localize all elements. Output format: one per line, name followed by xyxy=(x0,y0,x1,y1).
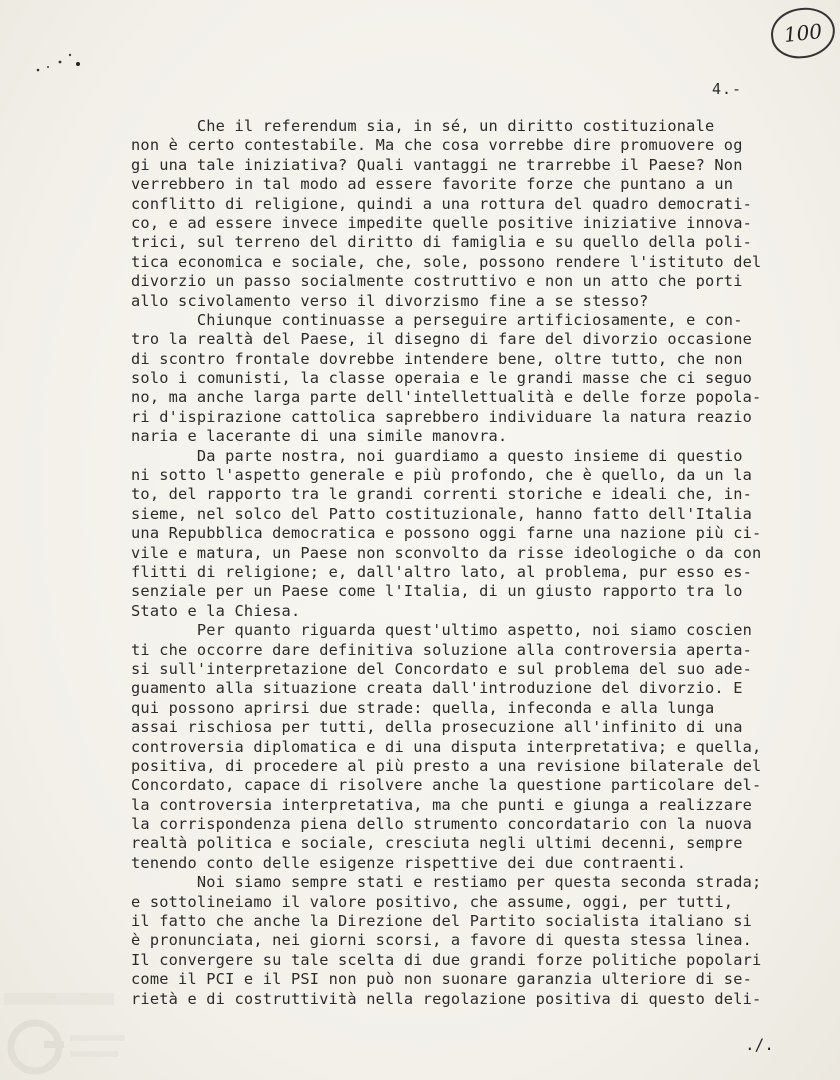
text-line: come il PCI e il PSI non può non suonare garanzia ulteriore di se- xyxy=(131,970,753,989)
text-line: solo i comunisti, la classe operaia e le grandi masse che ci seguo xyxy=(131,369,753,388)
text-line: gi una tale iniziativa? Quali vantaggi ne trarrebbe il Paese? Non xyxy=(131,155,743,174)
text-line: la controversia interpretativa, ma che punti e giunga a realizzare xyxy=(131,795,753,814)
stamp-number: 100 xyxy=(782,19,824,47)
text-line: naria e lacerante di una simile manovra. xyxy=(131,427,508,446)
text-line: allo scivolamento verso il divorzismo fine a se stesso? xyxy=(131,291,649,310)
text-line: realtà politica e sociale, cresciuta negli ultimi decenni, sempre xyxy=(131,834,743,853)
text-line: to, del rapporto tra le grandi correnti storiche e ideali che, in- xyxy=(131,485,753,504)
text-line: una Repubblica democratica e possono oggi farne una nazione più ci- xyxy=(131,524,762,543)
text-line: vile e matura, un Paese non sconvolto da risse ideologiche o da con xyxy=(131,543,762,562)
text-line: la corrispondenza piena dello strumento concordatario con la nuova xyxy=(131,815,753,834)
text-line: qui possono aprirsi due strade: quella, infeconda e alla lunga xyxy=(131,698,715,717)
typewritten-body xyxy=(131,117,821,1009)
text-line: non è certo contestabile. Ma che cosa vorrebbe dire promuovere og xyxy=(131,136,743,155)
text-line: si sull'interpretazione del Concordato e sul problema del suo ade- xyxy=(131,659,753,678)
text-line: rietà e di costruttività nella regolazione positiva di questo deli- xyxy=(131,989,762,1008)
text-line: ni sotto l'aspetto generale e più profondo, che è quello, da un la xyxy=(131,466,753,485)
text-line: Chiunque continuasse a perseguire artificiosamente, e con- xyxy=(131,310,743,329)
text-line: Per quanto riguarda quest'ultimo aspetto, noi siamo coscien xyxy=(131,621,753,640)
text-line: trici, sul terreno del diritto di famiglia e su quello della poli- xyxy=(131,233,753,252)
text-line: guamento alla situazione creata dall'introduzione del divorzio. E xyxy=(131,679,743,698)
text-line: Noi siamo sempre stati e restiamo per questa seconda strada; xyxy=(131,873,762,892)
text-line: no, ma anche larga parte dell'intellettualità e delle forze popola- xyxy=(131,388,762,407)
text-line: sieme, nel solco del Patto costituzionale, hanno fatto dell'Italia xyxy=(131,504,753,523)
text-line: tica economica e sociale, che, sole, possono rendere l'istituto del xyxy=(131,252,762,271)
text-line: divorzio un passo socialmente costruttivo e non un atto che porti xyxy=(131,272,743,291)
text-line: positiva, di procedere al più presto a una revisione bilaterale del xyxy=(131,756,762,775)
text-line: Che il referendum sia, in sé, un diritto costituzionale xyxy=(131,117,715,135)
text-line: il fatto che anche la Direzione del Partito socialista italiano si xyxy=(131,912,753,931)
text-line: verrebbero in tal modo ad essere favorite forze che puntano a un xyxy=(131,175,734,194)
text-line: co, e ad essere invece impedite quelle positive iniziative innova- xyxy=(131,213,753,232)
text-line: ri d'ispirazione cattolica saprebbero individuare la natura reazio xyxy=(131,407,753,426)
text-line: controversia diplomatica e di una disputa interpretativa; e quella, xyxy=(131,737,762,756)
archive-watermark xyxy=(0,975,140,1080)
text-line: e sottolineiamo il valore positivo, che assume, oggi, per tutti, xyxy=(131,892,734,911)
text-line: tenendo conto delle esigenze rispettive dei due contraenti. xyxy=(131,853,687,872)
text-line: ti che occorre dare definitiva soluzione alla controversia aperta- xyxy=(131,640,753,659)
text-line: flitti di religione; e, dall'altro lato, al problema, pur esso es- xyxy=(131,562,753,581)
text-line: è pronunciata, nei giorni scorsi, a favore di questa stessa linea. xyxy=(131,931,753,950)
text-line: conflitto di religione, quindi a una rottura del quadro democrati- xyxy=(131,194,753,213)
continuation-mark: ./. xyxy=(745,1035,774,1054)
page-number: 4.- xyxy=(712,80,743,98)
text-line: di scontro frontale dovrebbe intendere bene, oltre tutto, che non xyxy=(131,349,743,368)
text-line: Concordato, capace di risolvere anche la questione particolare del- xyxy=(131,776,762,795)
page-number-stamp xyxy=(769,5,838,61)
text-line: Da parte nostra, noi guardiamo a questo insieme di questio xyxy=(131,446,743,465)
text-line: Stato e la Chiesa. xyxy=(131,601,301,620)
text-line: senziale per un Paese come l'Italia, di un giusto rapporto tra lo xyxy=(131,582,743,601)
ink-specks xyxy=(30,52,90,76)
text-line: Il convergere su tale scelta di due grandi forze politiche popolari xyxy=(131,950,762,969)
text-line: assai rischiosa per tutti, della prosecuzione all'infinito di una xyxy=(131,718,743,737)
text-line: tro la realtà del Paese, il disegno di fare del divorzio occasione xyxy=(131,330,753,349)
